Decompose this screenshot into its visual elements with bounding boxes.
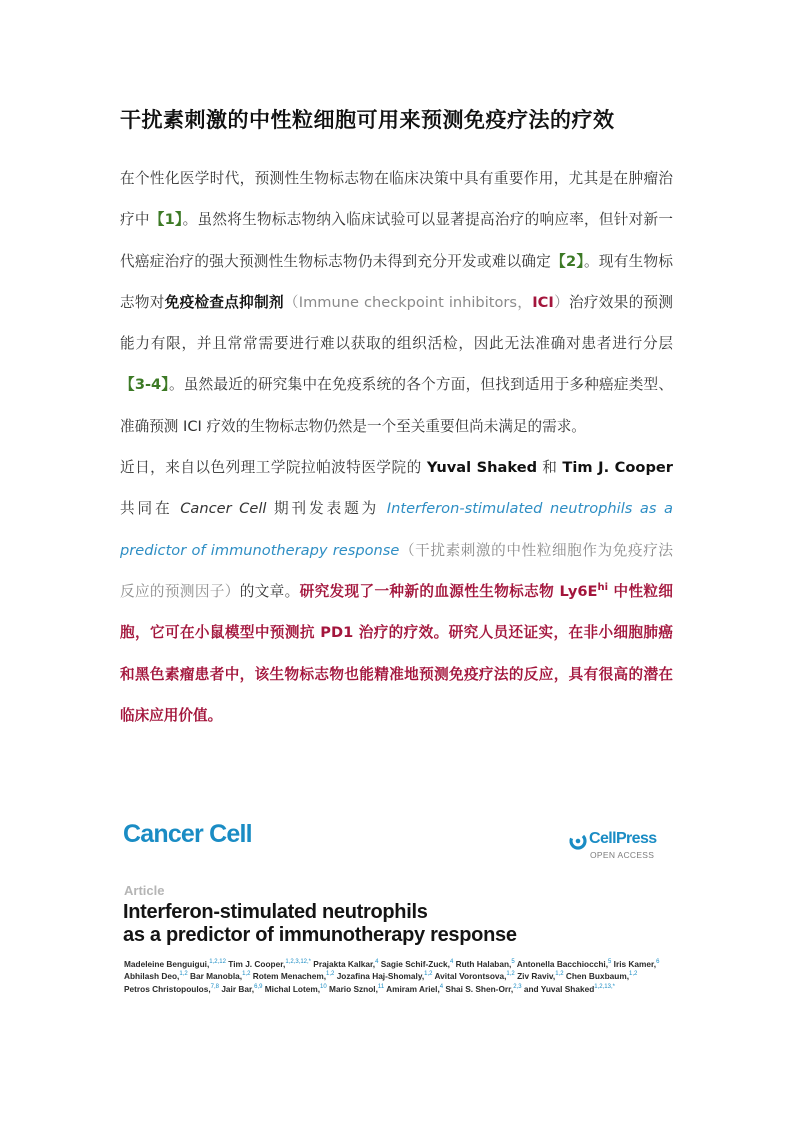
author-name: Petros Christopoulos,: [124, 983, 211, 994]
author-affiliation: 1,2,13,*: [594, 983, 615, 990]
citation-1[interactable]: 【1】: [149, 211, 183, 229]
superscript-hi: hi: [597, 582, 609, 594]
page-title: 干扰素刺激的中性粒细胞可用来预测免疫疗法的疗效: [120, 108, 615, 132]
text-span: 期刊发表题为: [266, 500, 387, 518]
author-name: Chen Buxbaum,: [563, 971, 630, 982]
paper-header-figure: [120, 820, 673, 1020]
author-affiliation: 4: [449, 959, 454, 965]
author-affiliation: 10: [320, 983, 327, 990]
text-span: 。虽然最近的研究集中在免疫系统的各个方面，但找到适用于多种癌症类型、准确预测 ICI 疗效的生物标志物仍然是一个至关重要但尚未满足的需求。: [120, 376, 673, 435]
author-affiliation: 6: [656, 959, 660, 965]
article-link[interactable]: Interferon-stimulated neutrophils as a predictor of immunotherapy response: [120, 500, 673, 559]
author-name: Abhilash Deo,: [124, 971, 180, 982]
author-name: Amiram Ariel,: [384, 983, 440, 994]
paragraph-study: [120, 447, 673, 736]
paper-title: [123, 901, 517, 947]
journal-name: Cancer Cell: [180, 500, 267, 518]
text-span: 的文章。: [239, 582, 300, 600]
author-affiliation: 1,2: [424, 971, 433, 978]
author-name: Jozafina Haj-Shomaly,: [334, 971, 425, 982]
text-span: 。虽然将生物标志物纳入临床试验可以显著提高治疗的响应率，但针对新一代癌症治疗的强大预测性生物标志物仍未得到充分开发或难以确定: [120, 211, 673, 270]
author-affiliation: 2,3: [513, 983, 522, 990]
paper-title-line-1: Interferon-stimulated neutrophils: [123, 901, 428, 923]
cellpress-icon: [568, 831, 588, 851]
author-affiliation: 1,2: [506, 971, 515, 978]
author-affiliation: 11: [377, 983, 385, 990]
cancer-cell-logo: Cancer Cell: [123, 820, 252, 848]
english-term-close: ）: [553, 293, 569, 311]
author-affiliation: 4: [375, 959, 379, 965]
publisher-name: CellPress: [589, 830, 657, 847]
author-name: Prajakta Kalkar,: [311, 958, 376, 969]
citation-3-4[interactable]: 【3-4】: [120, 376, 169, 394]
author-list: [124, 957, 664, 994]
author-name: Iris Kamer,: [611, 958, 657, 969]
author-name: Avital Vorontsova,: [432, 971, 507, 982]
author-name: Rotem Menachem,: [250, 971, 327, 982]
author-affiliation: 4: [439, 983, 444, 990]
author-name: and Yuval Shaked: [521, 983, 595, 994]
author-name: Mario Sznol,: [326, 983, 378, 994]
author-name: Shai S. Shen-Orr,: [443, 983, 514, 994]
finding-text: 中性粒细胞，它可在小鼠模型中预测抗 PD1 治疗的疗效。研究人员还证实，在非小细胞肺癌和黑色素瘤患者中，该生物标志物也能精准地预测免疫疗法的反应，具有很高的潜在临床应用价值。: [120, 582, 673, 724]
text-span: 近日，来自以色列理工学院拉帕波特医学院的: [120, 459, 427, 477]
paper-title-line-2: as a predictor of immunotherapy response: [123, 924, 517, 946]
title-translation: （干扰素刺激的中性粒细胞作为免疫疗法反应的预测因子）: [120, 541, 673, 600]
author-name: Bar Manobla,: [187, 971, 243, 982]
author-affiliation: 1,2: [555, 971, 564, 978]
paragraph-intro: [120, 158, 673, 447]
author-name: Jair Bar,: [219, 983, 255, 994]
article-type-label: Article: [124, 883, 165, 898]
text-span: 。现有生物标志物对: [120, 252, 673, 311]
author-affiliation: 6,9: [254, 983, 263, 990]
author-affiliation: 1,2: [179, 971, 188, 978]
author-name: Ziv Raviv,: [514, 971, 556, 982]
text-span: 治疗效果的预测能力有限，并且常常需要进行难以获取的组织活检，因此无法准确对患者进行分层: [120, 293, 673, 353]
english-term: （Immune checkpoint inhibitors，: [283, 293, 533, 311]
author-affiliation: 1,2: [242, 971, 251, 978]
author-name: Tim J. Cooper: [562, 459, 673, 477]
citation-2[interactable]: 【2】: [551, 252, 585, 270]
finding-text: 研究发现了一种新的血源性生物标志物 Ly6E: [299, 582, 598, 600]
author-affiliation: 1,2: [326, 971, 335, 978]
author-name: Michal Lotem,: [262, 983, 321, 994]
author-affiliation: 5: [511, 959, 515, 965]
article-body: [120, 158, 673, 736]
text-span: 在个性化医学时代，预测性生物标志物在临床决策中具有重要作用，尤其是在肿瘤治疗中: [120, 170, 673, 229]
author-affiliation: 5: [608, 959, 612, 965]
author-name: Yuval Shaked: [426, 459, 538, 477]
author-affiliation: 1,2,3,12,*: [285, 959, 311, 965]
author-affiliation: 7,8: [210, 983, 220, 990]
ici-abbrev: ICI: [532, 293, 554, 311]
keyword-ici: 免疫检查点抑制剂: [164, 293, 284, 311]
author-affiliation: 1,2,12: [209, 959, 226, 965]
key-finding: [120, 583, 673, 724]
author-name: Sagie Schif-Zuck,: [378, 958, 450, 969]
open-access-label: OPEN ACCESS: [590, 850, 655, 860]
author-name: Antonella Bacchiocchi,: [514, 958, 609, 969]
author-name: Ruth Halaban,: [453, 958, 512, 969]
text-span: 和: [537, 459, 563, 477]
author-name: Tim J. Cooper,: [225, 958, 286, 969]
author-affiliation: 1,2: [629, 971, 638, 978]
text-span: 共同在: [120, 500, 181, 518]
author-name: Madeleine Benguigui,: [124, 958, 210, 969]
